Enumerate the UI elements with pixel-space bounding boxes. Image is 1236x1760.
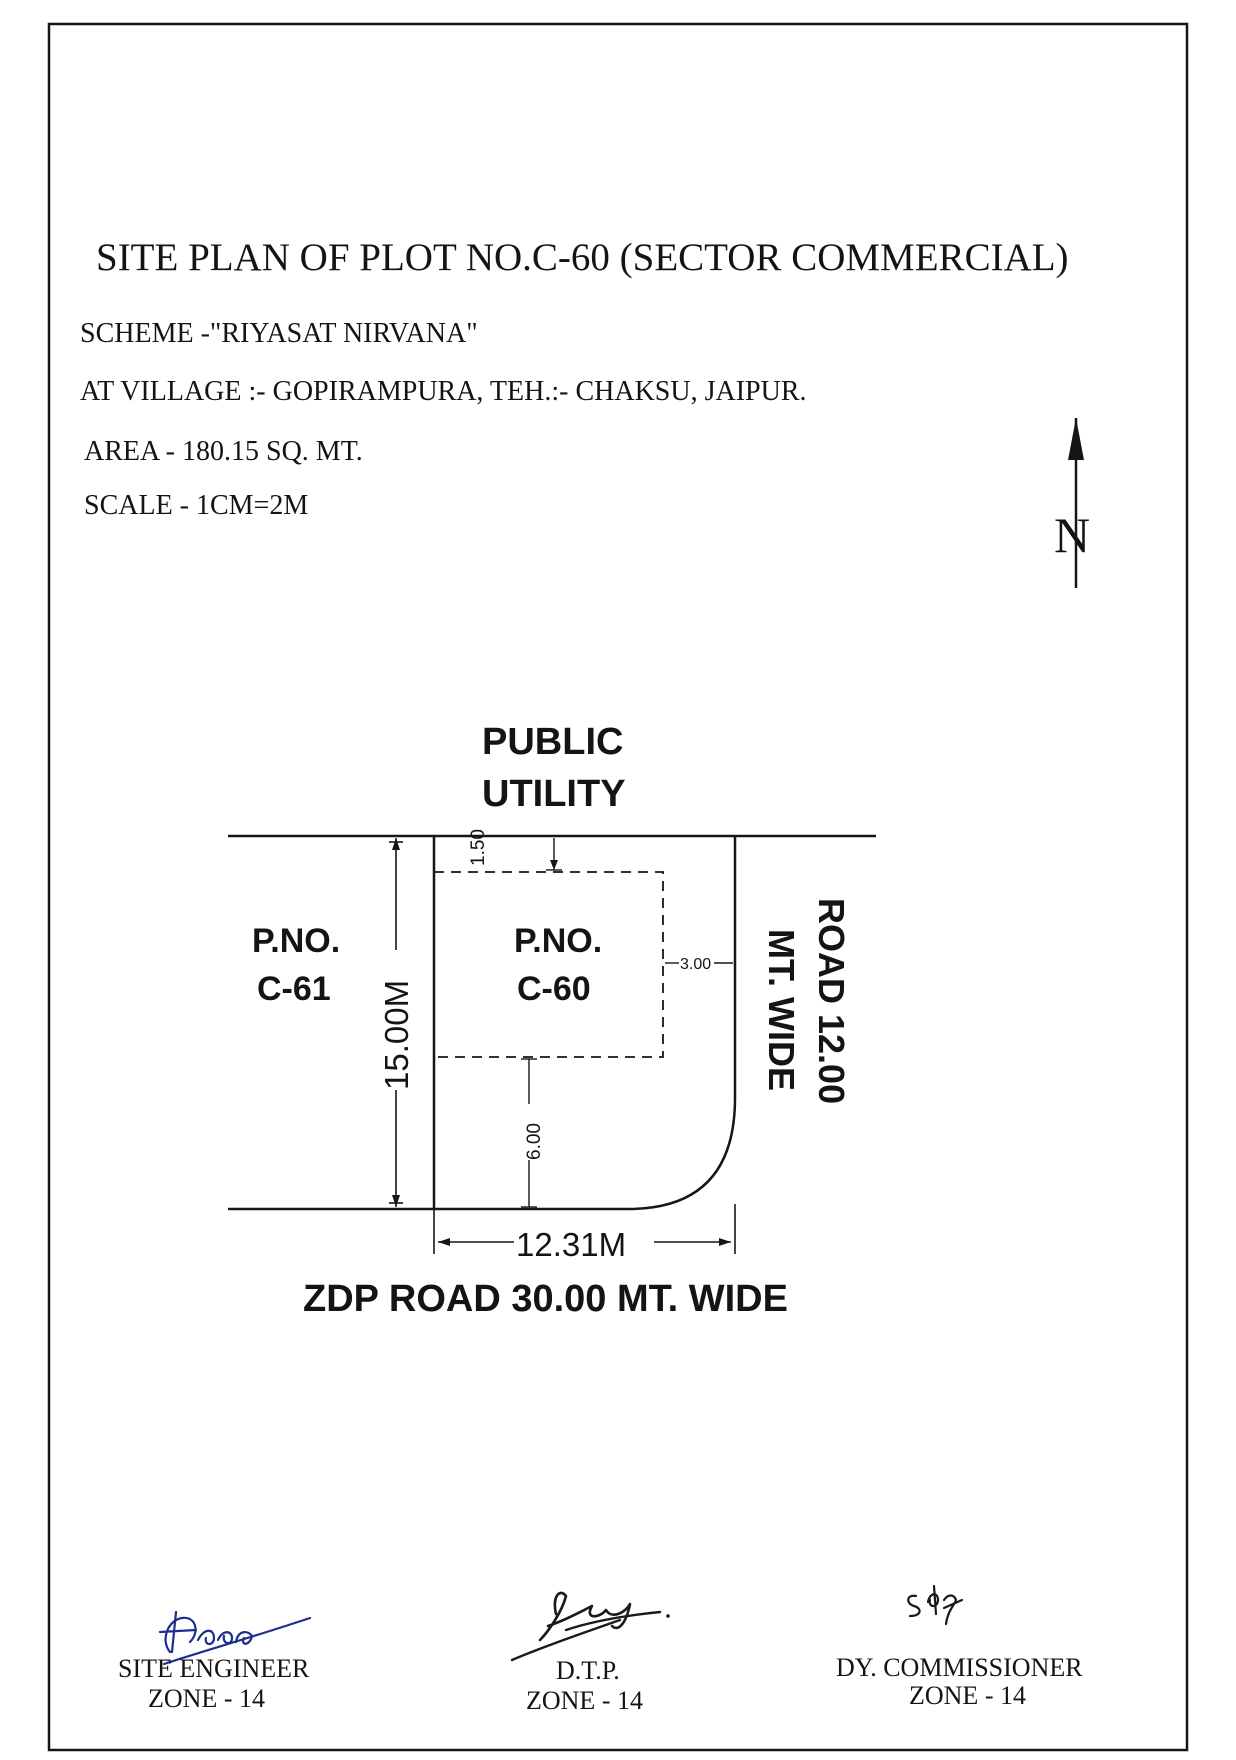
signature-site-engineer <box>118 1612 310 1713</box>
plot-area: AREA - 180.15 SQ. MT. <box>84 436 363 467</box>
drawing-scale: SCALE - 1CM=2M <box>84 490 309 521</box>
dtp-zone: ZONE - 14 <box>526 1686 643 1715</box>
depth-label: 15.00M <box>378 979 415 1090</box>
site-engineer-role: SITE ENGINEER <box>118 1654 310 1683</box>
east-road-label-line1: ROAD 12.00 <box>811 898 852 1105</box>
sheet-border <box>49 24 1187 1750</box>
plot-c60-label-line2: C-60 <box>517 970 591 1008</box>
scheme-name: SCHEME -"RIYASAT NIRVANA" <box>80 318 478 349</box>
east-plot-line <box>628 836 735 1209</box>
dy-commissioner-role: DY. COMMISSIONER <box>836 1653 1083 1682</box>
depth-dimension <box>378 838 415 1207</box>
plot-c61-label-line2: C-61 <box>257 970 331 1008</box>
rear-setback-dimension <box>518 1059 545 1207</box>
signature-dy-commissioner <box>836 1586 1083 1710</box>
village-location: AT VILLAGE :- GOPIRAMPURA, TEH.:- CHAKSU, JAIPUR. <box>80 376 807 407</box>
south-road-label: ZDP ROAD 30.00 MT. WIDE <box>303 1278 788 1320</box>
side-setback-label: 3.00 <box>680 956 712 973</box>
building-envelope <box>434 872 663 1057</box>
site-engineer-zone: ZONE - 14 <box>148 1684 265 1713</box>
frontage-dimension <box>434 1204 735 1263</box>
dy-commissioner-signature-mark <box>908 1586 962 1624</box>
plot-c61-label-line1: P.NO. <box>252 922 341 960</box>
site-plan-drawing <box>228 721 876 1320</box>
north-label: N <box>1054 507 1091 563</box>
rear-setback-label: 6.00 <box>524 1123 545 1160</box>
public-utility-label-line1: PUBLIC <box>482 721 624 763</box>
frontage-label: 12.31M <box>516 1226 627 1263</box>
north-arrow-icon <box>1054 418 1090 588</box>
public-utility-label-line2: UTILITY <box>482 773 626 815</box>
plot-c60-label-line1: P.NO. <box>514 922 603 960</box>
side-setback-dimension <box>665 956 733 973</box>
front-setback-label: 1.50 <box>468 829 489 866</box>
signature-dtp <box>512 1593 670 1715</box>
east-road-label-line2: MT. WIDE <box>761 929 802 1091</box>
dy-commissioner-zone: ZONE - 14 <box>909 1681 1026 1710</box>
plan-title: SITE PLAN OF PLOT NO.C-60 (SECTOR COMMERCIAL) <box>96 236 1069 279</box>
dtp-role: D.T.P. <box>556 1656 620 1685</box>
dtp-signature-mark <box>512 1593 670 1660</box>
